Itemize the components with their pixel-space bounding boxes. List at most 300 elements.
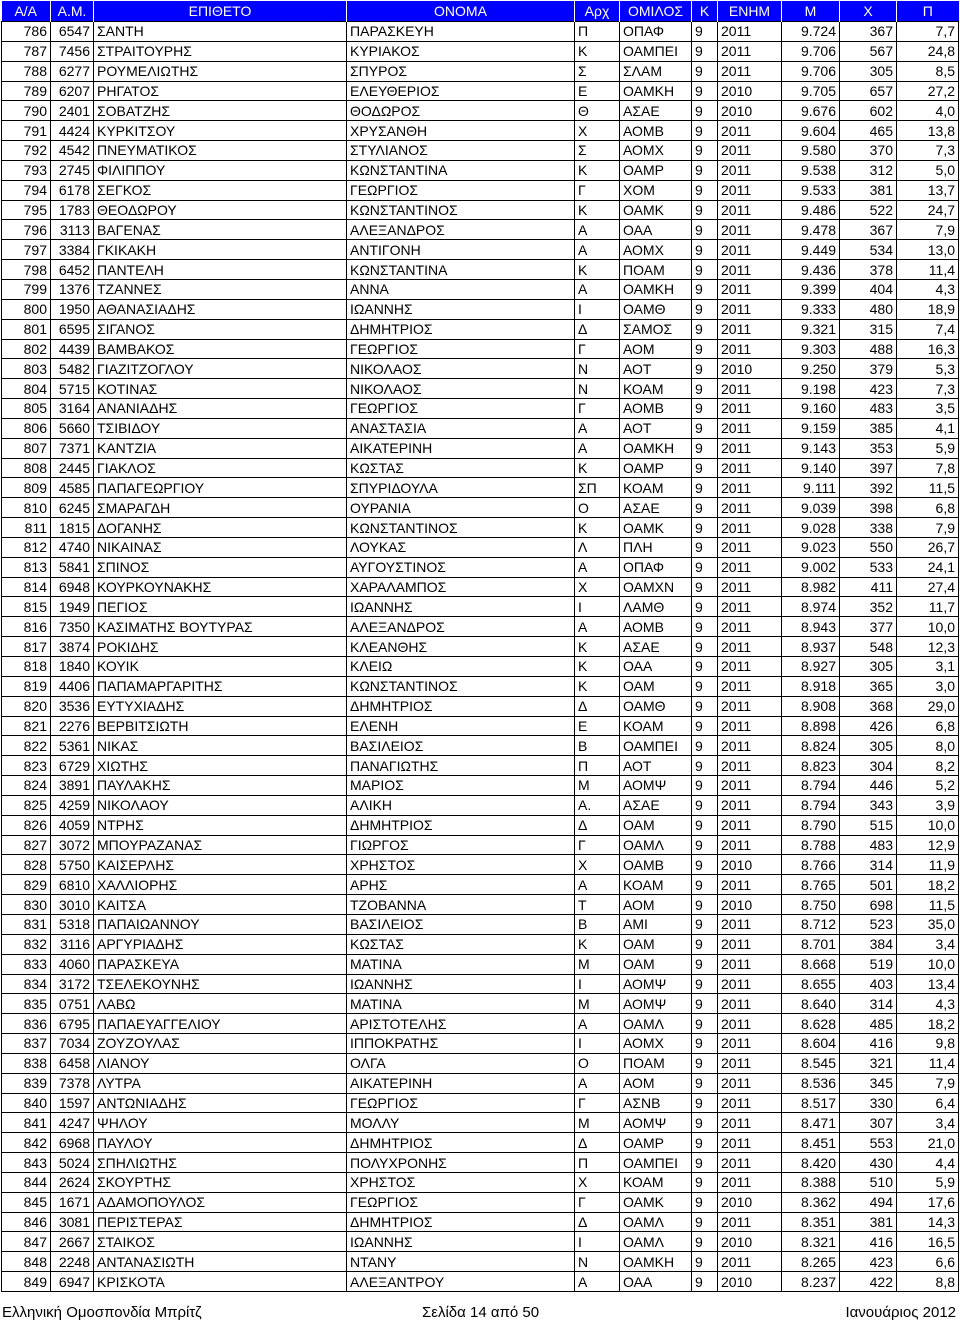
- cell-name: ΓΕΩΡΓΙΟΣ: [347, 180, 575, 200]
- table-row: [2, 279, 959, 299]
- cell-year: 2011: [718, 279, 782, 299]
- cell-club: ΟΑΜ: [620, 676, 692, 696]
- cell-am: 2667: [51, 1232, 94, 1252]
- table-row: [2, 1034, 959, 1054]
- cell-surname: ΚΑΝΤΖΙΑ: [94, 438, 347, 458]
- cell-p: 8,0: [897, 736, 959, 756]
- cell-club: ΑΟΜΨ: [620, 776, 692, 796]
- cell-m: 9.028: [782, 518, 840, 538]
- cell-p: 3,0: [897, 676, 959, 696]
- cell-aa: 815: [2, 597, 51, 617]
- cell-surname: ΑΝΤΑΝΑΣΙΩΤΗ: [94, 1252, 347, 1272]
- cell-aa: 806: [2, 418, 51, 438]
- cell-year: 2011: [718, 498, 782, 518]
- cell-surname: ΒΑΓΕΝΑΣ: [94, 220, 347, 240]
- table-row: [2, 379, 959, 399]
- cell-club: ΟΑΜΘ: [620, 299, 692, 319]
- cell-k: 9: [692, 22, 718, 42]
- cell-p: 8,5: [897, 61, 959, 81]
- cell-name: ΔΗΜΗΤΡΙΟΣ: [347, 696, 575, 716]
- table-body: [2, 22, 959, 1292]
- cell-name: ΚΩΝΣΤΑΝΤΙΝΑ: [347, 160, 575, 180]
- cell-club: ΑΟΤ: [620, 756, 692, 776]
- cell-year: 2011: [718, 716, 782, 736]
- cell-am: 6277: [51, 61, 94, 81]
- cell-k: 9: [692, 696, 718, 716]
- table-row: [2, 299, 959, 319]
- cell-club: ΚΟΑΜ: [620, 716, 692, 736]
- cell-surname: ΒΕΡΒΙΤΣΙΩΤΗ: [94, 716, 347, 736]
- cell-surname: ΡΗΓΑΤΟΣ: [94, 81, 347, 101]
- cell-am: 7378: [51, 1073, 94, 1093]
- cell-p: 11,5: [897, 895, 959, 915]
- cell-aa: 827: [2, 835, 51, 855]
- cell-k: 9: [692, 359, 718, 379]
- cell-aa: 790: [2, 101, 51, 121]
- cell-am: 7034: [51, 1034, 94, 1054]
- cell-k: 9: [692, 379, 718, 399]
- cell-year: 2011: [718, 1153, 782, 1173]
- cell-p: 7,9: [897, 1073, 959, 1093]
- table-row: [2, 359, 959, 379]
- cell-surname: ΠΑΠΑΓΕΩΡΓΙΟΥ: [94, 478, 347, 498]
- cell-name: ΟΛΓΑ: [347, 1053, 575, 1073]
- cell-aa: 795: [2, 200, 51, 220]
- cell-surname: ΠΑΥΛΟΥ: [94, 1133, 347, 1153]
- cell-club: ΟΑΜ: [620, 815, 692, 835]
- cell-m: 8.655: [782, 974, 840, 994]
- cell-m: 8.943: [782, 617, 840, 637]
- cell-name: ΠΟΛΥΧΡΟΝΗΣ: [347, 1153, 575, 1173]
- cell-surname: ΣΜΑΡΑΓΔΗ: [94, 498, 347, 518]
- cell-p: 8,2: [897, 756, 959, 776]
- cell-aa: 821: [2, 716, 51, 736]
- cell-initial: Λ: [575, 537, 620, 557]
- cell-k: 9: [692, 895, 718, 915]
- table-row: [2, 696, 959, 716]
- cell-initial: Α: [575, 617, 620, 637]
- cell-year: 2011: [718, 795, 782, 815]
- cell-name: ΚΩΝΣΤΑΝΤΙΝΑ: [347, 260, 575, 280]
- cell-year: 2011: [718, 41, 782, 61]
- table-row: [2, 121, 959, 141]
- cell-club: ΑΟΜΧ: [620, 240, 692, 260]
- cell-initial: Ν: [575, 379, 620, 399]
- cell-name: ΜΑΤΙΝΑ: [347, 994, 575, 1014]
- cell-aa: 824: [2, 776, 51, 796]
- cell-am: 6968: [51, 1133, 94, 1153]
- cell-m: 9.159: [782, 418, 840, 438]
- cell-initial: Ο: [575, 498, 620, 518]
- cell-k: 9: [692, 478, 718, 498]
- cell-year: 2011: [718, 1073, 782, 1093]
- cell-name: ΣΠΥΡΙΔΟΥΛΑ: [347, 478, 575, 498]
- table-row: [2, 537, 959, 557]
- cell-am: 2445: [51, 458, 94, 478]
- table-row: [2, 1272, 959, 1292]
- cell-name: ΣΠΥΡΟΣ: [347, 61, 575, 81]
- table-row: [2, 220, 959, 240]
- cell-initial: Δ: [575, 815, 620, 835]
- cell-p: 10,0: [897, 954, 959, 974]
- cell-am: 3010: [51, 895, 94, 915]
- cell-x: 446: [840, 776, 897, 796]
- cell-k: 9: [692, 1034, 718, 1054]
- table-row: [2, 776, 959, 796]
- cell-surname: ΚΑΙΤΣΑ: [94, 895, 347, 915]
- cell-name: ΠΑΡΑΣΚΕΥΗ: [347, 22, 575, 42]
- cell-year: 2011: [718, 934, 782, 954]
- cell-surname: ΧΑΛΛΙΟΡΗΣ: [94, 875, 347, 895]
- cell-club: ΟΑΜΚΗ: [620, 279, 692, 299]
- cell-initial: Δ: [575, 1133, 620, 1153]
- cell-name: ΔΗΜΗΤΡΙΟΣ: [347, 1212, 575, 1232]
- cell-x: 365: [840, 676, 897, 696]
- cell-year: 2011: [718, 1133, 782, 1153]
- cell-surname: ΚΡΙΣΚΟΤΑ: [94, 1272, 347, 1292]
- cell-initial: Ε: [575, 81, 620, 101]
- table-row: [2, 260, 959, 280]
- cell-x: 602: [840, 101, 897, 121]
- cell-m: 9.333: [782, 299, 840, 319]
- cell-x: 483: [840, 399, 897, 419]
- cell-k: 9: [692, 498, 718, 518]
- cell-club: ΟΑΜΚΗ: [620, 1252, 692, 1272]
- cell-am: 3172: [51, 974, 94, 994]
- cell-surname: ΚΑΙΣΕΡΛΗΣ: [94, 855, 347, 875]
- table-row: [2, 795, 959, 815]
- table-row: [2, 438, 959, 458]
- cell-name: ΙΠΠΟΚΡΑΤΗΣ: [347, 1034, 575, 1054]
- cell-am: 6729: [51, 756, 94, 776]
- cell-p: 4,1: [897, 418, 959, 438]
- cell-aa: 819: [2, 676, 51, 696]
- cell-name: ΛΟΥΚΑΣ: [347, 537, 575, 557]
- cell-k: 9: [692, 637, 718, 657]
- cell-club: ΟΑΜΚ: [620, 518, 692, 538]
- cell-club: ΑΣΑΕ: [620, 101, 692, 121]
- cell-p: 35,0: [897, 914, 959, 934]
- cell-club: ΟΑΜΚΗ: [620, 438, 692, 458]
- cell-k: 9: [692, 1133, 718, 1153]
- cell-name: ΚΩΝΣΤΑΝΤΙΝΟΣ: [347, 200, 575, 220]
- cell-surname: ΣΟΒΑΤΖΗΣ: [94, 101, 347, 121]
- cell-year: 2011: [718, 994, 782, 1014]
- cell-m: 8.471: [782, 1113, 840, 1133]
- cell-k: 9: [692, 319, 718, 339]
- cell-aa: 842: [2, 1133, 51, 1153]
- cell-am: 6178: [51, 180, 94, 200]
- cell-name: ΝΙΚΟΛΑΟΣ: [347, 379, 575, 399]
- cell-am: 5361: [51, 736, 94, 756]
- cell-p: 4,3: [897, 994, 959, 1014]
- cell-x: 367: [840, 220, 897, 240]
- cell-year: 2011: [718, 200, 782, 220]
- cell-initial: Ν: [575, 1252, 620, 1272]
- cell-x: 657: [840, 81, 897, 101]
- cell-am: 5660: [51, 418, 94, 438]
- table-row: [2, 319, 959, 339]
- cell-surname: ΑΔΑΜΟΠΟΥΛΟΣ: [94, 1192, 347, 1212]
- cell-am: 3072: [51, 835, 94, 855]
- cell-year: 2011: [718, 22, 782, 42]
- cell-year: 2011: [718, 835, 782, 855]
- cell-club: ΑΣΑΕ: [620, 637, 692, 657]
- cell-k: 9: [692, 1014, 718, 1034]
- cell-am: 4439: [51, 339, 94, 359]
- cell-name: ΠΑΝΑΓΙΩΤΗΣ: [347, 756, 575, 776]
- cell-initial: Δ: [575, 1212, 620, 1232]
- cell-club: ΑΣΑΕ: [620, 795, 692, 815]
- cell-m: 8.536: [782, 1073, 840, 1093]
- cell-p: 24,1: [897, 557, 959, 577]
- cell-m: 9.002: [782, 557, 840, 577]
- cell-aa: 793: [2, 160, 51, 180]
- cell-surname: ΣΠΙΝΟΣ: [94, 557, 347, 577]
- cell-p: 10,0: [897, 617, 959, 637]
- cell-surname: ΘΕΟΔΩΡΟΥ: [94, 200, 347, 220]
- cell-k: 9: [692, 220, 718, 240]
- cell-club: ΠΟΑΜ: [620, 260, 692, 280]
- cell-k: 9: [692, 180, 718, 200]
- cell-surname: ΛΥΤΡΑ: [94, 1073, 347, 1093]
- cell-club: ΟΑΜ: [620, 934, 692, 954]
- cell-x: 510: [840, 1172, 897, 1192]
- cell-x: 397: [840, 458, 897, 478]
- cell-k: 9: [692, 418, 718, 438]
- table-row: [2, 637, 959, 657]
- cell-club: ΟΑΜΛ: [620, 1232, 692, 1252]
- cell-club: ΟΑΜΠΕΙ: [620, 736, 692, 756]
- cell-initial: Γ: [575, 1192, 620, 1212]
- cell-am: 6207: [51, 81, 94, 101]
- header-row: [2, 1, 959, 22]
- cell-initial: Α: [575, 1014, 620, 1034]
- cell-club: ΑΟΜΨ: [620, 974, 692, 994]
- table-row: [2, 141, 959, 161]
- cell-k: 9: [692, 657, 718, 677]
- cell-k: 9: [692, 815, 718, 835]
- cell-name: ΤΖΟΒΑΝΝΑ: [347, 895, 575, 915]
- cell-club: ΛΑΜΘ: [620, 597, 692, 617]
- cell-k: 9: [692, 1113, 718, 1133]
- cell-club: ΑΟΜ: [620, 1073, 692, 1093]
- cell-x: 384: [840, 934, 897, 954]
- cell-m: 9.303: [782, 339, 840, 359]
- cell-x: 483: [840, 835, 897, 855]
- footer-date: Ιανουάριος 2012: [845, 1304, 956, 1321]
- cell-year: 2011: [718, 339, 782, 359]
- cell-club: ΟΑΑ: [620, 1272, 692, 1292]
- cell-surname: ΓΙΑΖΙΤΖΟΓΛΟΥ: [94, 359, 347, 379]
- cell-initial: Χ: [575, 1172, 620, 1192]
- cell-surname: ΠΑΥΛΑΚΗΣ: [94, 776, 347, 796]
- cell-p: 6,4: [897, 1093, 959, 1113]
- cell-aa: 818: [2, 657, 51, 677]
- cell-year: 2011: [718, 617, 782, 637]
- cell-surname: ΧΙΩΤΗΣ: [94, 756, 347, 776]
- table-row: [2, 478, 959, 498]
- cell-x: 550: [840, 537, 897, 557]
- cell-am: 6245: [51, 498, 94, 518]
- cell-m: 8.451: [782, 1133, 840, 1153]
- table-row: [2, 160, 959, 180]
- cell-club: ΟΑΜΒ: [620, 855, 692, 875]
- cell-k: 9: [692, 1192, 718, 1212]
- cell-m: 8.321: [782, 1232, 840, 1252]
- cell-p: 12,9: [897, 835, 959, 855]
- cell-p: 8,8: [897, 1272, 959, 1292]
- cell-aa: 816: [2, 617, 51, 637]
- cell-x: 305: [840, 657, 897, 677]
- cell-x: 312: [840, 160, 897, 180]
- cell-x: 398: [840, 498, 897, 518]
- cell-club: ΑΟΜ: [620, 895, 692, 915]
- cell-aa: 796: [2, 220, 51, 240]
- cell-am: 6458: [51, 1053, 94, 1073]
- cell-x: 523: [840, 914, 897, 934]
- table-row: [2, 974, 959, 994]
- cell-initial: Α: [575, 557, 620, 577]
- cell-am: 4542: [51, 141, 94, 161]
- cell-m: 9.143: [782, 438, 840, 458]
- cell-surname: ΣΠΗΛΙΩΤΗΣ: [94, 1153, 347, 1173]
- cell-k: 9: [692, 141, 718, 161]
- cell-year: 2010: [718, 1232, 782, 1252]
- page-footer: [0, 1304, 960, 1324]
- cell-name: ΚΥΡΙΑΚΟΣ: [347, 41, 575, 61]
- cell-m: 9.604: [782, 121, 840, 141]
- cell-surname: ΤΣΕΛΕΚΟΥΝΗΣ: [94, 974, 347, 994]
- cell-surname: ΠΑΠΑΜΑΡΓΑΡΙΤΗΣ: [94, 676, 347, 696]
- cell-aa: 849: [2, 1272, 51, 1292]
- cell-name: ΓΕΩΡΓΙΟΣ: [347, 1192, 575, 1212]
- cell-year: 2011: [718, 160, 782, 180]
- cell-initial: Ε: [575, 716, 620, 736]
- cell-am: 4406: [51, 676, 94, 696]
- cell-aa: 844: [2, 1172, 51, 1192]
- cell-initial: Κ: [575, 160, 620, 180]
- cell-m: 8.701: [782, 934, 840, 954]
- cell-club: ΟΑΜΧΝ: [620, 577, 692, 597]
- cell-name: ΙΩΑΝΝΗΣ: [347, 974, 575, 994]
- cell-am: 0751: [51, 994, 94, 1014]
- cell-name: ΚΩΝΣΤΑΝΤΙΝΟΣ: [347, 676, 575, 696]
- cell-aa: 800: [2, 299, 51, 319]
- cell-p: 11,4: [897, 1053, 959, 1073]
- table-row: [2, 676, 959, 696]
- cell-aa: 788: [2, 61, 51, 81]
- table-row: [2, 1192, 959, 1212]
- cell-p: 16,3: [897, 339, 959, 359]
- cell-m: 8.927: [782, 657, 840, 677]
- cell-m: 8.265: [782, 1252, 840, 1272]
- cell-m: 8.824: [782, 736, 840, 756]
- cell-surname: ΖΟΥΖΟΥΛΑΣ: [94, 1034, 347, 1054]
- cell-aa: 814: [2, 577, 51, 597]
- cell-k: 9: [692, 1252, 718, 1272]
- cell-surname: ΝΤΡΗΣ: [94, 815, 347, 835]
- cell-initial: Κ: [575, 657, 620, 677]
- cell-p: 18,2: [897, 875, 959, 895]
- cell-surname: ΦΙΛΙΠΠΟΥ: [94, 160, 347, 180]
- cell-x: 515: [840, 815, 897, 835]
- cell-club: ΚΟΑΜ: [620, 1172, 692, 1192]
- cell-m: 9.676: [782, 101, 840, 121]
- cell-p: 5,2: [897, 776, 959, 796]
- cell-name: ΕΛΕΥΘΕΡΙΟΣ: [347, 81, 575, 101]
- cell-initial: Α: [575, 279, 620, 299]
- cell-surname: ΜΠΟΥΡΑΖΑΝΑΣ: [94, 835, 347, 855]
- cell-aa: 791: [2, 121, 51, 141]
- cell-p: 29,0: [897, 696, 959, 716]
- cell-year: 2011: [718, 1252, 782, 1272]
- cell-surname: ΨΗΛΟΥ: [94, 1113, 347, 1133]
- cell-p: 21,0: [897, 1133, 959, 1153]
- cell-aa: 802: [2, 339, 51, 359]
- cell-m: 8.794: [782, 795, 840, 815]
- cell-club: ΟΑΜΠΕΙ: [620, 1153, 692, 1173]
- cell-m: 8.794: [782, 776, 840, 796]
- cell-year: 2011: [718, 597, 782, 617]
- cell-x: 494: [840, 1192, 897, 1212]
- cell-aa: 794: [2, 180, 51, 200]
- cell-initial: Κ: [575, 200, 620, 220]
- cell-k: 9: [692, 299, 718, 319]
- cell-surname: ΔΟΓΑΝΗΣ: [94, 518, 347, 538]
- cell-surname: ΣΤΑΙΚΟΣ: [94, 1232, 347, 1252]
- cell-k: 9: [692, 458, 718, 478]
- cell-x: 480: [840, 299, 897, 319]
- cell-surname: ΠΝΕΥΜΑΤΙΚΟΣ: [94, 141, 347, 161]
- cell-aa: 848: [2, 1252, 51, 1272]
- cell-aa: 817: [2, 637, 51, 657]
- cell-x: 338: [840, 518, 897, 538]
- cell-k: 9: [692, 537, 718, 557]
- cell-p: 3,1: [897, 657, 959, 677]
- cell-club: ΠΟΑΜ: [620, 1053, 692, 1073]
- cell-am: 3081: [51, 1212, 94, 1232]
- cell-initial: Μ: [575, 994, 620, 1014]
- cell-initial: Κ: [575, 41, 620, 61]
- cell-p: 7,3: [897, 379, 959, 399]
- cell-aa: 811: [2, 518, 51, 538]
- table-row: [2, 418, 959, 438]
- cell-year: 2011: [718, 736, 782, 756]
- cell-k: 9: [692, 795, 718, 815]
- cell-initial: Π: [575, 22, 620, 42]
- cell-initial: Α: [575, 438, 620, 458]
- table-row: [2, 1133, 959, 1153]
- cell-club: ΟΑΑ: [620, 657, 692, 677]
- cell-aa: 833: [2, 954, 51, 974]
- cell-initial: ΣΠ: [575, 478, 620, 498]
- table-row: [2, 895, 959, 915]
- cell-club: ΟΑΜΚ: [620, 1192, 692, 1212]
- cell-initial: Μ: [575, 954, 620, 974]
- cell-am: 4060: [51, 954, 94, 974]
- table-row: [2, 1113, 959, 1133]
- cell-name: ΚΛΕΙΩ: [347, 657, 575, 677]
- cell-k: 9: [692, 835, 718, 855]
- cell-p: 13,0: [897, 240, 959, 260]
- cell-surname: ΝΙΚΑΙΝΑΣ: [94, 537, 347, 557]
- header-club: ΟΜΙΛΟΣ: [620, 1, 692, 22]
- cell-m: 9.399: [782, 279, 840, 299]
- cell-am: 6547: [51, 22, 94, 42]
- cell-initial: Κ: [575, 518, 620, 538]
- cell-surname: ΛΑΒΩ: [94, 994, 347, 1014]
